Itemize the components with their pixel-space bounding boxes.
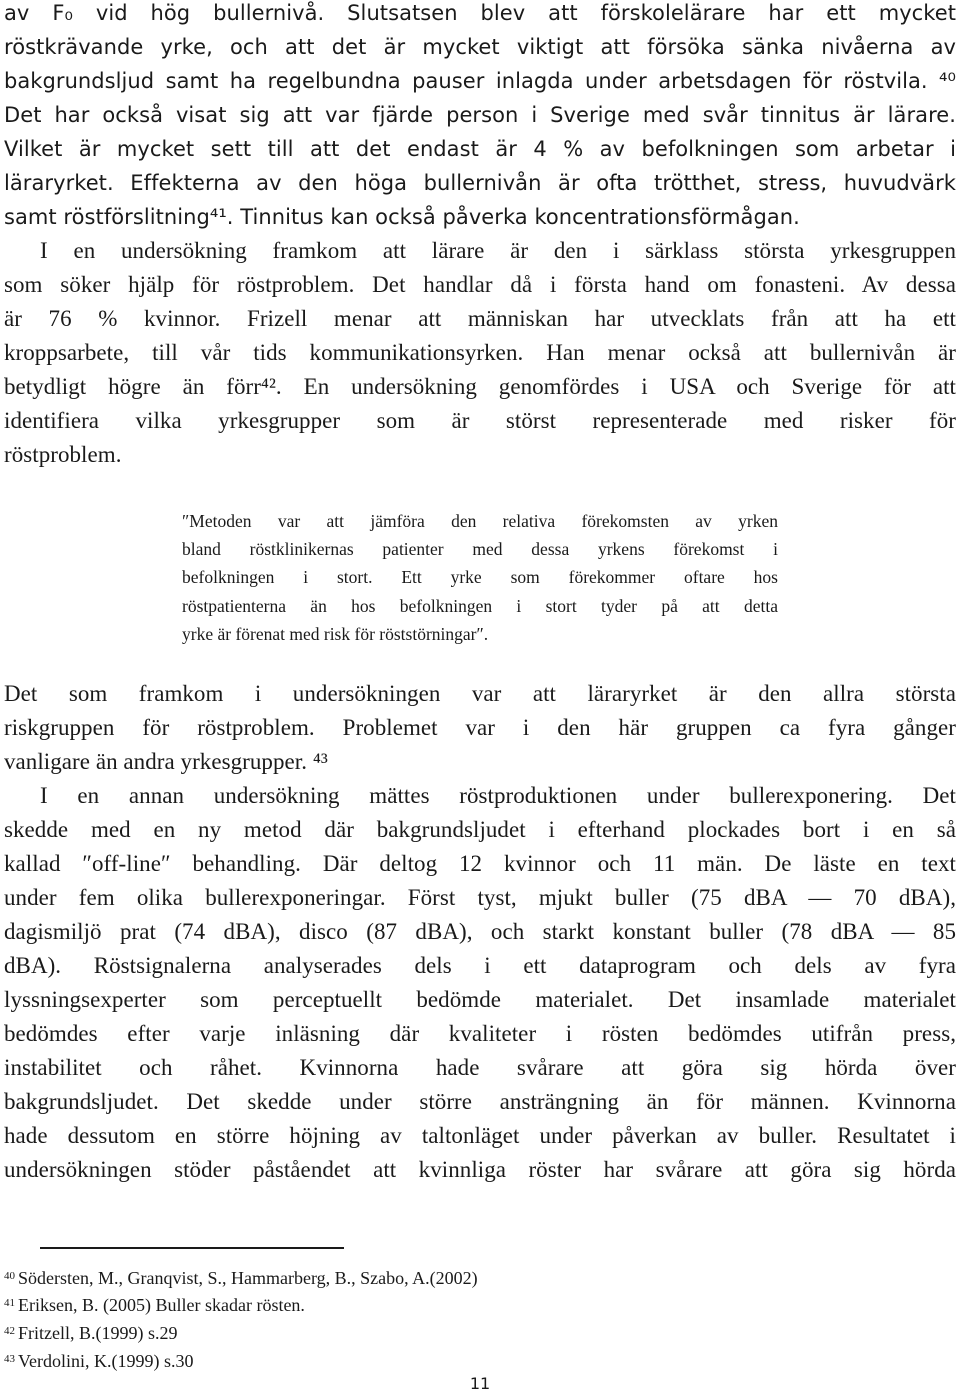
footnote-text: Fritzell, B.(1999) s.29	[18, 1323, 178, 1343]
footnote-number: 43	[4, 1353, 15, 1365]
body-line: under fem olika bullerexponeringar. Först tyst, mjukt buller (75 dBA — 70 dBA),	[4, 885, 956, 910]
footnote-separator	[40, 1247, 344, 1249]
footnote-number: 42	[4, 1325, 15, 1337]
body-line: bedömdes efter varje inläsning där kvaliteter i rösten bedömdes utifrån press,	[4, 1021, 956, 1046]
body-line: bakgrundsljud samt ha regelbundna pauser inlagda under arbetsdagen för röstvila. ⁴⁰	[4, 69, 956, 93]
body-line: är 76 % kvinnor. Frizell menar att människan har utvecklats från att ha ett	[4, 306, 956, 331]
quote-line: ″Metoden var att jämföra den relativa förekomsten av yrken	[182, 511, 778, 531]
footnote	[4, 1292, 305, 1316]
footnote-text: Eriksen, B. (2005) Buller skadar rösten.	[18, 1295, 305, 1315]
footnote	[4, 1348, 193, 1372]
body-line: av F₀ vid hög bullernivå. Slutsatsen blev att förskolelärare har ett mycket	[4, 1, 956, 25]
footnote-number: 41	[4, 1297, 15, 1309]
body-line: skedde med en ny metod där bakgrundsljudet i efterhand plockades bort i en så	[4, 817, 956, 842]
quote-line: yrke är förenat med risk för röststörningar″.	[182, 624, 489, 644]
body-line: instabilitet och råhet. Kvinnorna hade svårare att göra sig hörda över	[4, 1055, 956, 1080]
body-line: kallad ″off-line″ behandling. Där deltog 12 kvinnor och 11 män. De läste en text	[4, 851, 956, 876]
body-line: I en annan undersökning mättes röstproduktionen under bullerexponering. Det	[40, 783, 956, 808]
body-line: läraryrket. Effekterna av den höga bullernivån är ofta trötthet, stress, huvudvärk	[4, 171, 956, 195]
quote-line: bland röstklinikernas patienter med dessa yrkens förekomst i	[182, 539, 778, 559]
footnote	[4, 1265, 478, 1289]
quote-line: röstpatienterna än hos befolkningen i stort tyder på att detta	[182, 596, 778, 616]
body-line: I en undersökning framkom att lärare är den i särklass största yrkesgruppen	[40, 238, 956, 263]
page-number: 11	[469, 1374, 491, 1393]
body-line: samt röstförslitning⁴¹. Tinnitus kan också påverka koncentrationsförmågan.	[4, 205, 800, 229]
body-line: betydligt högre än förr⁴². En undersökning genomfördes i USA och Sverige för att	[4, 374, 956, 399]
body-line: kroppsarbete, till vår tids kommunikationsyrken. Han menar också att bullernivån är	[4, 340, 956, 365]
body-line: dagismiljö prat (74 dBA), disco (87 dBA), och starkt konstant buller (78 dBA — 85	[4, 919, 956, 944]
body-line: riskgruppen för röstproblem. Problemet var i den här gruppen ca fyra gånger	[4, 715, 956, 740]
footnote	[4, 1320, 178, 1344]
body-line: röstproblem.	[4, 442, 122, 467]
body-line: Vilket är mycket sett till att det endast är 4 % av befolkningen som arbetar i	[4, 137, 956, 161]
quote-line: befolkningen i stort. Ett yrke som förekommer oftare hos	[182, 567, 778, 587]
footnote-text: Södersten, M., Granqvist, S., Hammarberg, B., Szabo, A.(2002)	[18, 1268, 478, 1288]
body-line: undersökningen stöder påståendet att kvinnliga röster har svårare att göra sig hörda	[4, 1157, 956, 1182]
body-line: som söker hjälp för röstproblem. Det handlar då i första hand om fonasteni. Av dessa	[4, 272, 956, 297]
body-line: röstkrävande yrke, och att det är mycket viktigt att försöka sänka nivåerna av	[4, 35, 956, 59]
body-line: dBA). Röstsignalerna analyserades dels i ett dataprogram och dels av fyra	[4, 953, 956, 978]
footnote-number: 40	[4, 1270, 15, 1282]
body-line: lyssningsexperter som perceptuellt bedömde materialet. Det insamlade materialet	[4, 987, 956, 1012]
footnote-text: Verdolini, K.(1999) s.30	[18, 1351, 194, 1371]
body-line: vanligare än andra yrkesgrupper. ⁴³	[4, 749, 328, 774]
body-line: Det som framkom i undersökningen var att läraryrket är den allra största	[4, 681, 956, 706]
body-line: identifiera vilka yrkesgrupper som är störst representerade med risker för	[4, 408, 956, 433]
body-line: hade dessutom en större höjning av taltonläget under påverkan av buller. Resultatet i	[4, 1123, 956, 1148]
body-line: bakgrundsljudet. Det skedde under större ansträngning än för männen. Kvinnorna	[4, 1089, 956, 1114]
body-line: Det har också visat sig att var fjärde person i Sverige med svår tinnitus är lärare.	[4, 103, 956, 127]
